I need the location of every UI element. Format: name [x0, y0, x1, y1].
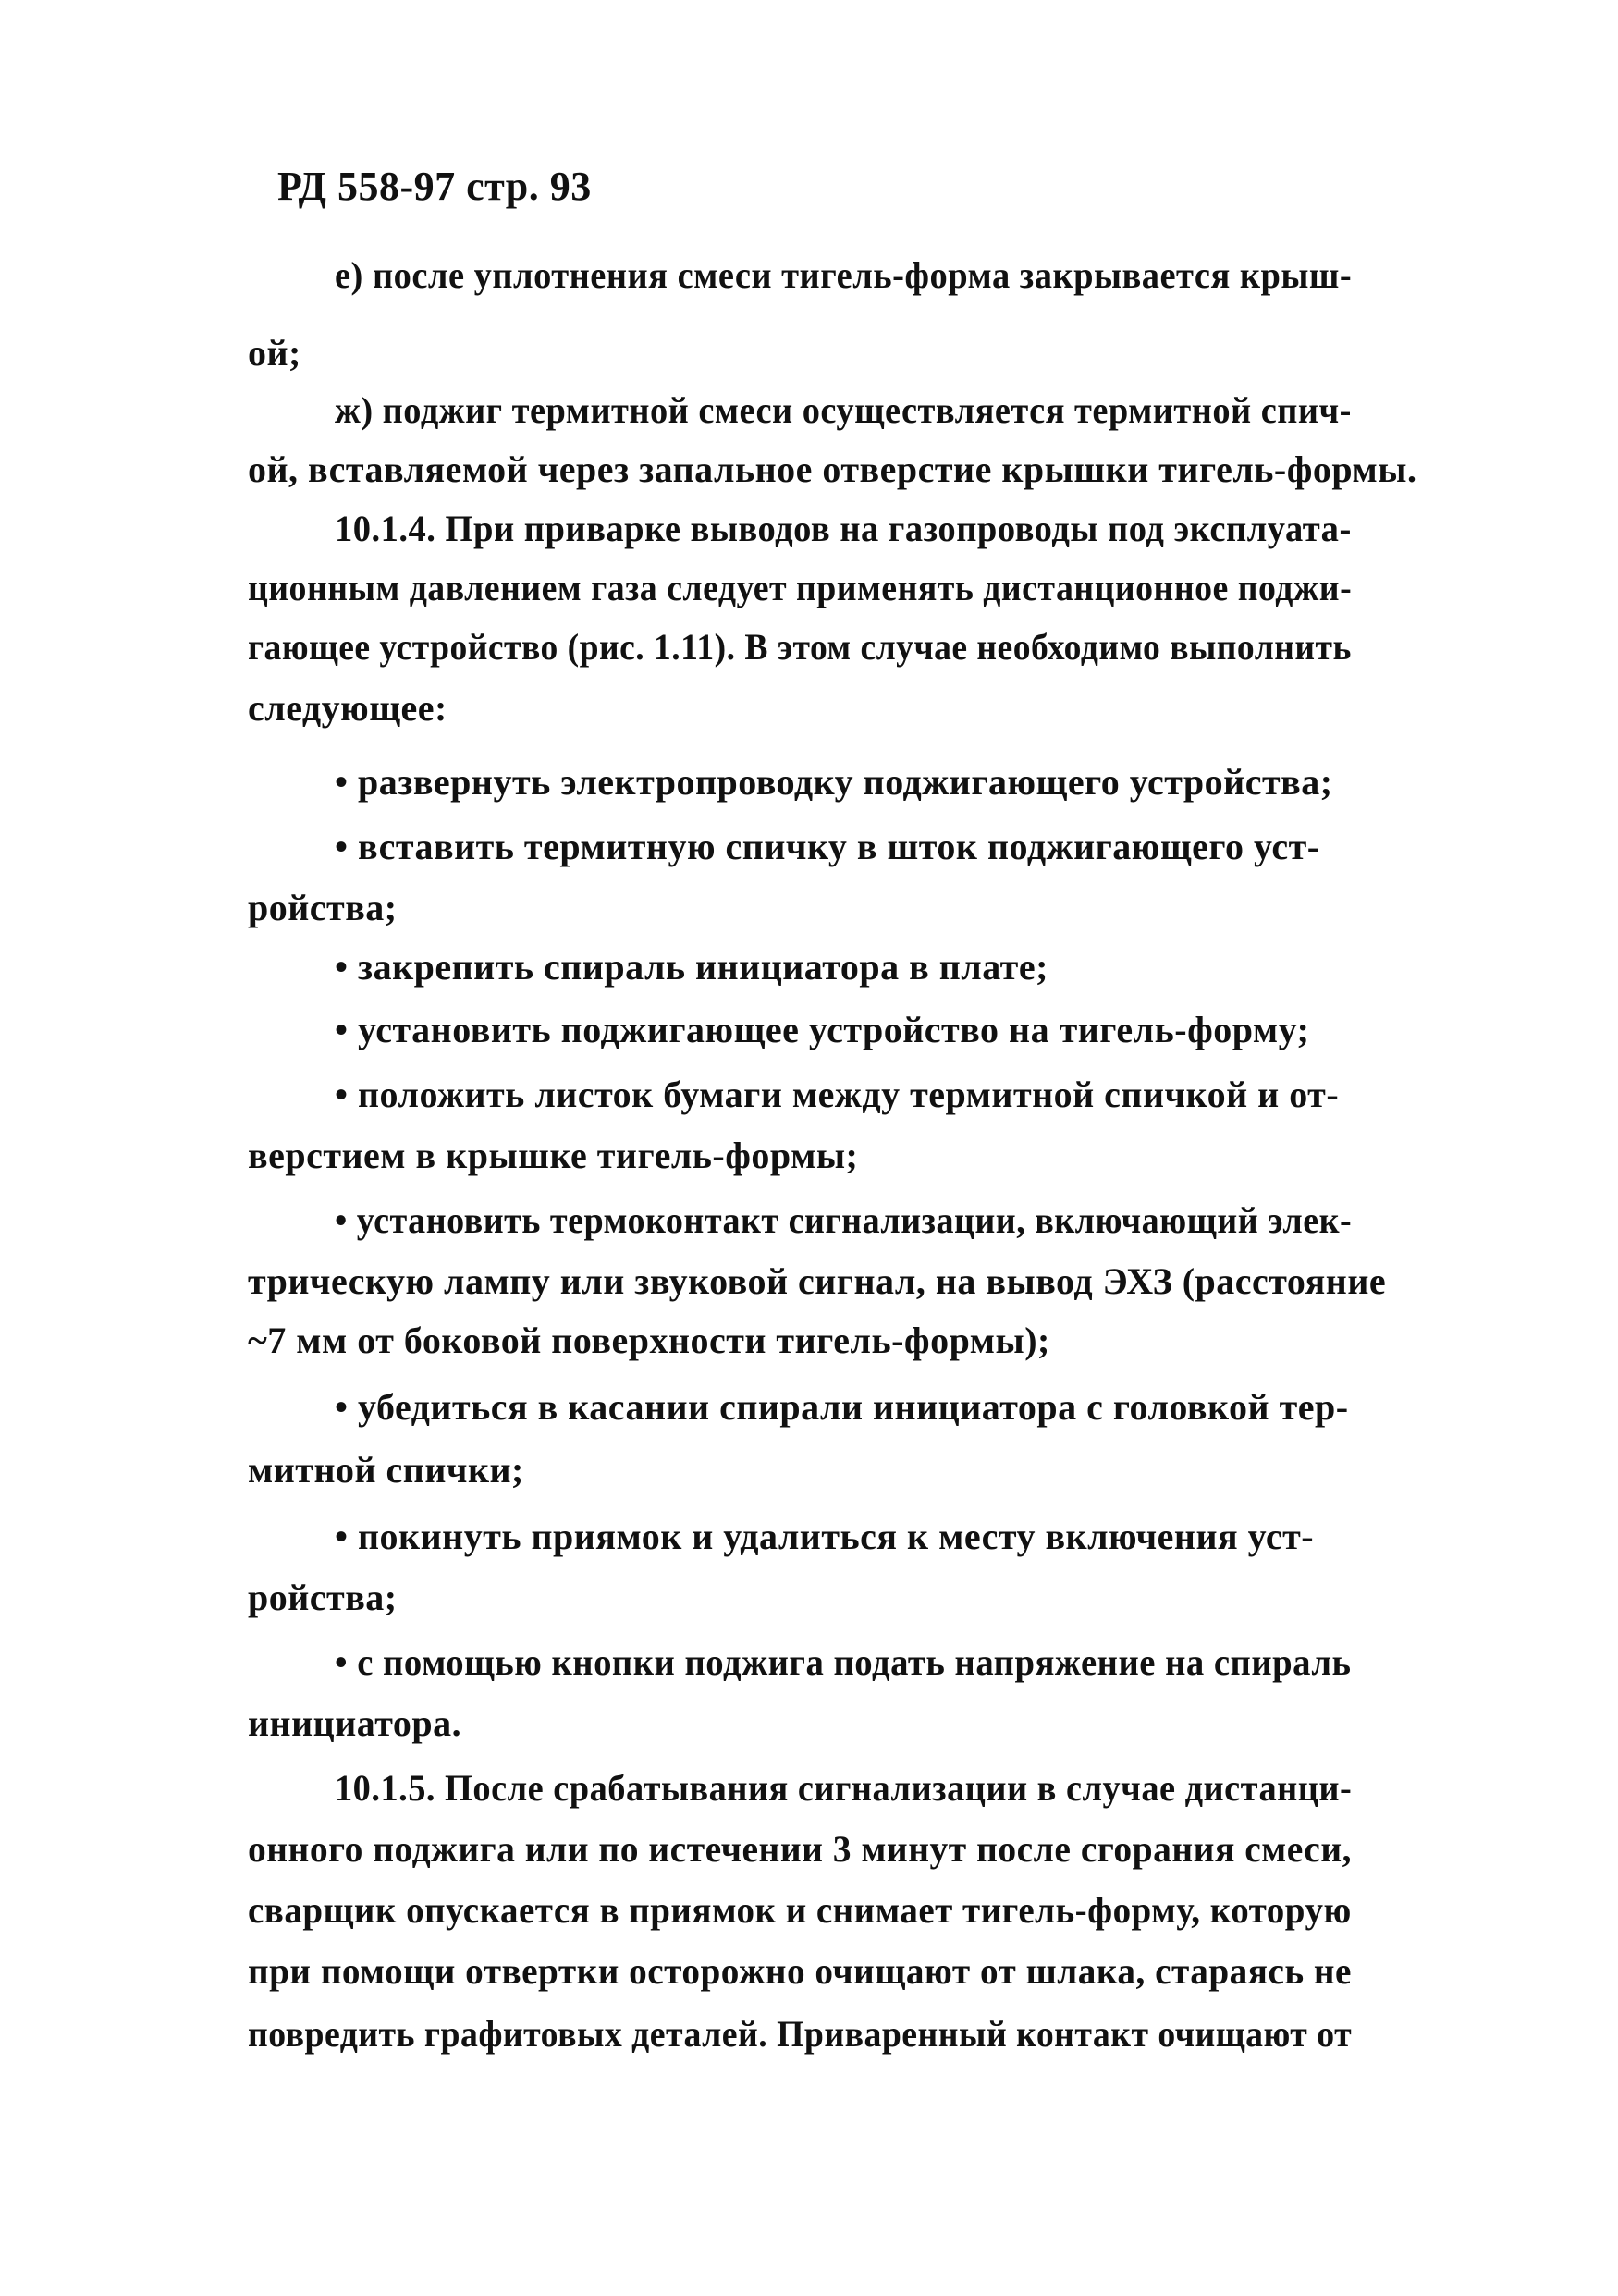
text-line: е) после уплотнения смеси тигель-форма закрывается крыш- — [335, 254, 1353, 296]
text-line: при помощи отвертки осторожно очищают от шлака, стараясь не — [248, 1950, 1352, 1992]
text-line: 10.1.4. При приварке выводов на газопроводы под эксплуата- — [335, 508, 1352, 549]
text-line: трическую лампу или звуковой сигнал, на вывод ЭХЗ (расстояние — [248, 1260, 1387, 1302]
text-line: ~7 мм от боковой поверхности тигель-формы); — [248, 1320, 1050, 1361]
list-item: • с помощью кнопки поджига подать напряжение на спираль — [335, 1641, 1352, 1683]
text-line: следующее: — [248, 687, 447, 729]
text-line: гающее устройство (рис. 1.11). В этом случае необходимо выполнить — [248, 626, 1352, 668]
list-item: • покинуть приямок и удалиться к месту включения уст- — [335, 1516, 1315, 1557]
text-line: ой; — [248, 332, 301, 374]
list-item: • вставить термитную спичку в шток поджигающего уст- — [335, 826, 1320, 867]
list-item: • убедиться в касании спирали инициатора с головкой тер- — [335, 1386, 1349, 1428]
list-item: • установить поджигающее устройство на тигель-форму; — [335, 1009, 1310, 1050]
text-line: ройства; — [248, 1577, 398, 1618]
text-line: инициатора. — [248, 1702, 462, 1744]
page-header: РД 558-97 стр. 93 — [277, 164, 592, 209]
list-item: • положить листок бумаги между термитной спичкой и от- — [335, 1074, 1340, 1115]
list-item: • закрепить спираль инициатора в плате; — [335, 946, 1048, 988]
text-line: онного поджига или по истечении 3 минут после сгорания смеси, — [248, 1828, 1353, 1870]
list-item: • установить термоконтакт сигнализации, включающий элек- — [335, 1199, 1353, 1241]
text-line: верстием в крышке тигель-формы; — [248, 1135, 859, 1176]
text-line: ж) поджиг термитной смеси осуществляется термитной спич- — [335, 389, 1352, 431]
text-line: ционным давлением газа следует применять дистанционное поджи- — [248, 567, 1353, 608]
text-line: ой, вставляемой через запальное отверстие крышки тигель-формы. — [248, 448, 1417, 490]
text-line: 10.1.5. После срабатывания сигнализации в случае дистанци- — [335, 1767, 1353, 1809]
text-line: сварщик опускается в приямок и снимает тигель-форму, которую — [248, 1889, 1352, 1931]
text-line: ройства; — [248, 887, 398, 928]
list-item: • развернуть электропроводку поджигающего устройства; — [335, 761, 1333, 803]
text-line: повредить графитовых деталей. Приваренный контакт очищают от — [248, 2013, 1353, 2055]
text-line: митной спички; — [248, 1449, 524, 1491]
